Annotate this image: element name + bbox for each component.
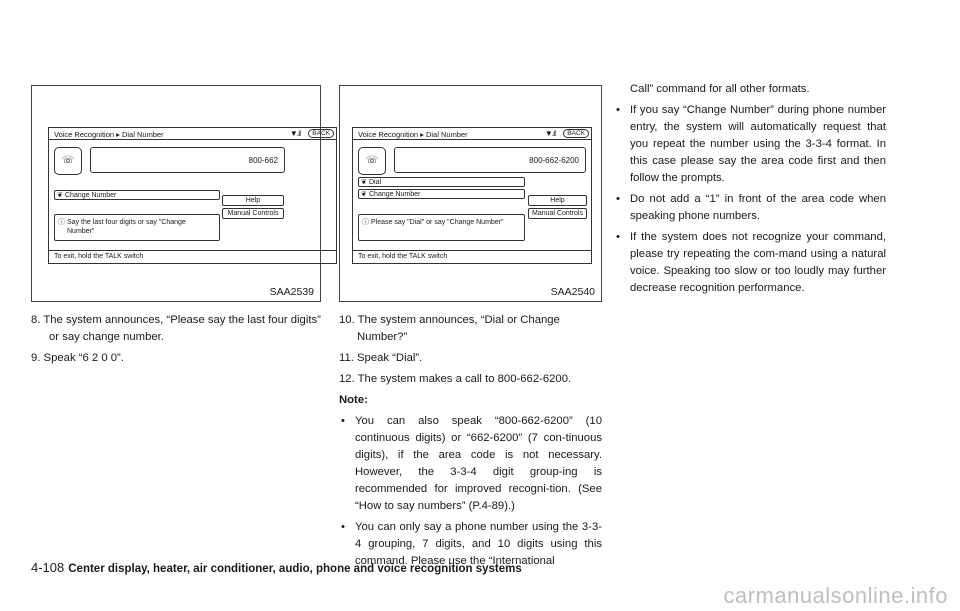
step-9: 9. Speak “6 2 0 0”. — [31, 352, 124, 364]
screen-title: Voice Recognition ▸ Dial Number — [54, 130, 164, 139]
note-heading: Note: — [339, 394, 368, 406]
screen-dial-number — [352, 127, 592, 264]
title-divider — [353, 139, 591, 140]
bullet-dot: • — [616, 104, 620, 116]
screen-footer: To exit, hold the TALK switch — [49, 250, 336, 263]
figure-code: SAA2539 — [269, 286, 314, 298]
step-10: 10. The system announces, “Dial or Change Number?” — [339, 314, 560, 343]
prompt-text: Please say "Dial" or say "Change Number" — [371, 219, 504, 226]
number-field — [90, 147, 285, 173]
dial-item — [358, 177, 525, 187]
back-button: BACK — [563, 129, 589, 138]
step-8: 8. The system announces, “Please say the last four digits” or say change number. — [31, 314, 321, 343]
manual-controls-button: Manual Controls — [528, 208, 587, 219]
voice-icon: ❦ — [361, 191, 367, 198]
bullet-dot: • — [616, 231, 620, 243]
figure-saa2540 — [339, 85, 602, 302]
info-icon: ⓘ — [58, 219, 65, 226]
column-1 — [31, 312, 321, 371]
signal-icon: ▼.ıl — [544, 129, 555, 138]
item-label: Change Number — [369, 191, 421, 198]
bullet-text: Do not add a “1” in front of the area code when speaking phone numbers. — [630, 193, 886, 222]
page-number: 4-108 — [31, 560, 65, 575]
figure-saa2539 — [31, 85, 330, 302]
section-title: Center display, heater, air conditioner, audio, phone and voice recognition systems — [68, 563, 522, 575]
watermark: carmanualsonline.info — [723, 583, 948, 608]
manual-controls-button: Manual Controls — [222, 208, 284, 219]
note-bullet — [614, 229, 886, 297]
bullet-text: You can also speak “800-662-6200” (10 continuous digits) or “662-6200” (7 con-tinuous digits), if the area code is not necessary. However, the 3-3-4 digit group-ing is recommended for improved recogni-tion. (See “How to say numbers” (P.4-89).) — [355, 415, 602, 512]
screen-footer: To exit, hold the TALK switch — [353, 250, 591, 263]
voice-icon: ❦ — [57, 192, 63, 199]
figure-code: SAA2540 — [550, 286, 595, 298]
info-icon: ⓘ — [362, 219, 369, 226]
bullet-text: If you say “Change Number” during phone number entry, the system will automatically request that you repeat the number using the 3-3-4 format. In this case please say the area code first and then follow the prompts. — [630, 104, 886, 184]
signal-icon: ▼.ıl — [289, 129, 300, 138]
column-2 — [339, 312, 602, 574]
voice-prompt — [358, 214, 525, 241]
voice-prompt — [54, 214, 220, 241]
bullet-dot: • — [341, 521, 345, 533]
number-field — [394, 147, 586, 173]
number-value: 800-662 — [248, 156, 278, 165]
item-label: Change Number — [65, 192, 117, 199]
number-value: 800-662-6200 — [529, 156, 579, 165]
bullet-dot: • — [616, 193, 620, 205]
voice-icon: ❦ — [361, 179, 367, 186]
item-label: Dial — [369, 179, 382, 186]
screen-dial-number — [48, 127, 337, 264]
bullet-text: You can only say a phone number using the 3-3-4 grouping, 7 digits, and 10 digits using this command. Please use the “International — [355, 521, 602, 567]
bullet-text: If the system does not recognize your command, please try repeating the com-mand using a natural voice. Speaking too slow or too loudly may further decrease recognition performance. — [630, 231, 886, 294]
title-divider — [49, 139, 336, 140]
page-footer — [31, 560, 522, 575]
step-11: 11. Speak “Dial”. — [339, 352, 423, 364]
note-bullet — [614, 102, 886, 187]
step-12: 12. The system makes a call to 800-662-6200. — [339, 373, 572, 385]
note-bullet — [614, 191, 886, 225]
help-button: Help — [222, 195, 284, 206]
change-number-item — [358, 189, 525, 199]
note-bullet — [339, 413, 602, 515]
continuation-text: Call” command for all other formats. — [630, 83, 810, 95]
screen-title: Voice Recognition ▸ Dial Number — [358, 130, 468, 139]
prompt-text: Say the last four digits or say "Change Number" — [67, 219, 186, 235]
phone-icon: ☏ — [54, 147, 82, 175]
column-3 — [614, 81, 886, 301]
help-button: Help — [528, 195, 587, 206]
back-button: BACK — [308, 129, 334, 138]
change-number-item — [54, 190, 220, 200]
bullet-dot: • — [341, 415, 345, 427]
phone-icon: ☏ — [358, 147, 386, 175]
